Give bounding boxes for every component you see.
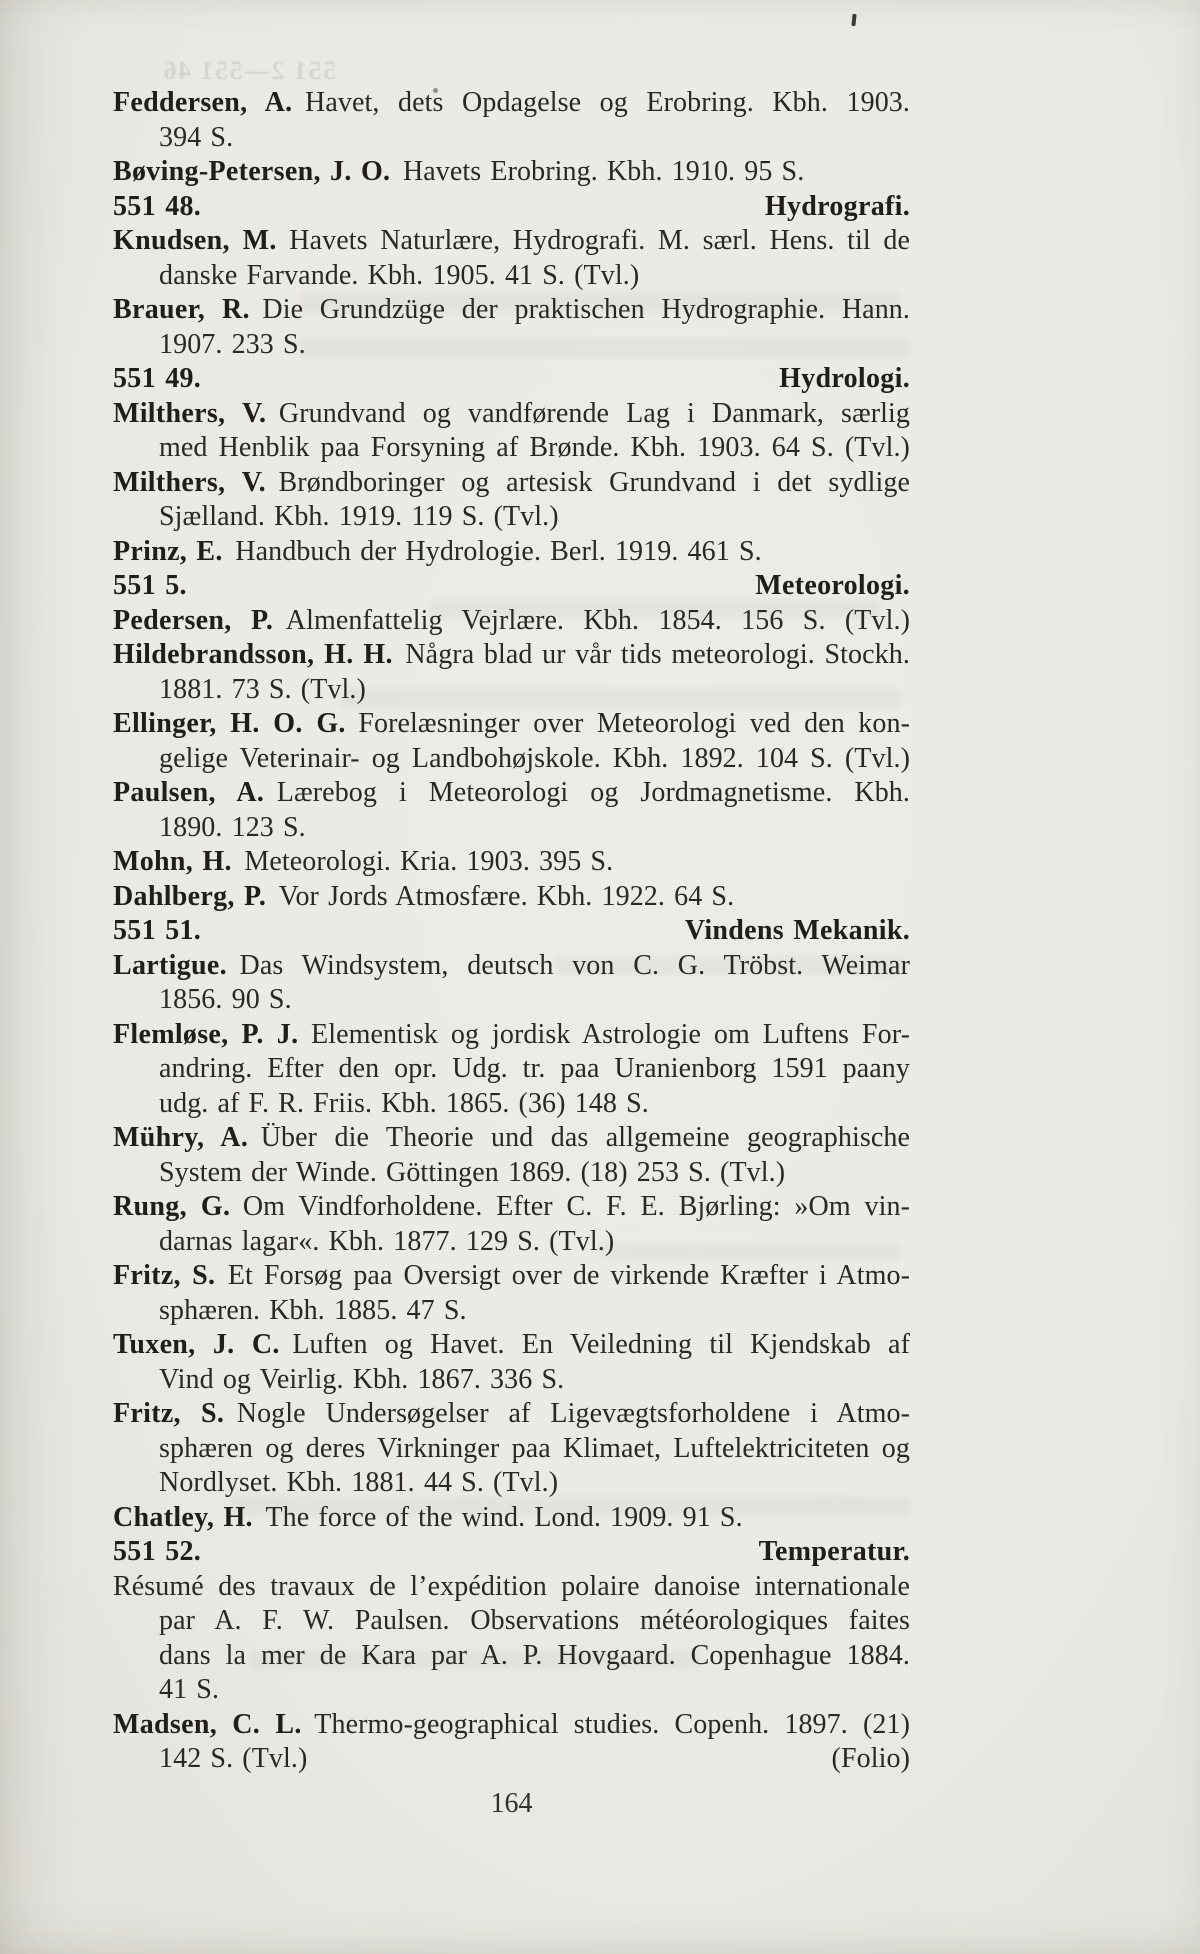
category-heading: Temperatur. (758, 1536, 910, 1567)
category-number: 551 52. (113, 1536, 202, 1567)
entry-text: Havets Naturlære, Hydrografi. M. særl. Hens. til de (289, 225, 911, 256)
entry-text: Sjælland. Kbh. 1919. 119 S. (Tvl.) (159, 501, 559, 532)
category-row (113, 569, 910, 604)
entry-text: Luften og Havet. En Veiledning til Kjendskab af (292, 1329, 910, 1360)
entry-text: 1856. 90 S. (159, 984, 292, 1015)
entry-text: par A. F. W. Paulsen. Observations météorologiques faites (159, 1605, 910, 1636)
entry-text: Några blad ur vår tids meteorologi. Stockh. (405, 639, 910, 670)
catalog-entry (113, 1259, 910, 1328)
entry-text: Om Vindforholdene. Efter C. F. E. Bjørling: »Om vin- (242, 1191, 910, 1222)
catalog-entry (113, 293, 910, 362)
folio-note: (Folio) (831, 1743, 910, 1774)
entry-author: Pedersen, P. (113, 604, 274, 636)
category-number: 551 51. (113, 915, 202, 946)
entry-author: Fritz, S. (113, 1260, 216, 1291)
entry-text: The force of the wind. Lond. 1909. 91 S. (265, 1501, 743, 1533)
entry-text: darnas lagar«. Kbh. 1877. 129 S. (Tvl.) (159, 1225, 615, 1257)
entry-text: Vor Jords Atmosfære. Kbh. 1922. 64 S. (278, 880, 735, 912)
entry-text: Meteorologi. Kria. 1903. 395 S. (244, 846, 614, 877)
entry-author: Ellinger, H. O. G. (113, 708, 346, 739)
catalog-entry (113, 397, 910, 466)
entry-text: Elementisk og jordisk Astrologie om Luftens For- (310, 1018, 910, 1050)
entry-text: Résumé des travaux de l’expédition polaire danoise internationale (113, 1570, 910, 1602)
entry-text: 41 S. (159, 1674, 220, 1705)
entry-text: 394 S. (159, 121, 234, 153)
entry-author: Madsen, C. L. (113, 1708, 302, 1740)
category-number: 551 5. (113, 570, 187, 601)
entry-author: Milthers, V. (113, 397, 267, 429)
catalog-entry (113, 224, 910, 293)
entry-text: Et Forsøg paa Oversigt over de virkende Kræfter i Atmo- (227, 1260, 910, 1291)
entry-text: Grundvand og vandførende Lag i Danmark, særlig (278, 397, 911, 429)
catalog-entry (113, 1397, 910, 1501)
entry-author: Paulsen, A. (113, 777, 265, 808)
entry-author: Milthers, V. (113, 466, 266, 498)
entry-author: Prinz, E. (113, 535, 223, 567)
entry-text: Vind og Veirlig. Kbh. 1867. 336 S. (159, 1363, 565, 1395)
catalog-entry (113, 1190, 910, 1259)
catalog-entry (113, 1121, 910, 1190)
page-number: 164 (490, 1788, 533, 1819)
catalog-entry (113, 155, 910, 190)
category-heading: Hydrografi. (764, 190, 910, 222)
catalog-entry (113, 949, 910, 1018)
catalog-entry (113, 1570, 910, 1708)
entry-author: Rung, G. (113, 1191, 231, 1222)
catalog-entry (113, 1328, 910, 1397)
entry-author: Mühry, A. (113, 1122, 249, 1153)
category-heading: Vindens Mekanik. (684, 915, 910, 946)
entry-text: Havets Erobring. Kbh. 1910. 95 S. (402, 156, 805, 187)
entry-text: Handbuch der Hydrologie. Berl. 1919. 461 S. (235, 535, 762, 567)
category-row (113, 914, 910, 949)
entry-text: Brøndboringer og artesisk Grundvand i det sydlige (278, 466, 910, 498)
catalog-entry (113, 638, 910, 707)
entry-author: Chatley, H. (113, 1501, 253, 1533)
category-heading: Hydrologi. (779, 363, 910, 394)
entry-text: udg. af F. R. Friis. Kbh. 1865. (36) 148 S. (159, 1087, 649, 1119)
entry-text: Almenfattelig Vejrlære. Kbh. 1854. 156 S. (Tvl.) (285, 604, 910, 636)
entry-author: Hildebrandsson, H. H. (113, 639, 393, 670)
entry-author: Feddersen, A. (113, 87, 293, 118)
entry-text: danske Farvande. Kbh. 1905. 41 S. (Tvl.) (159, 259, 640, 291)
entry-text: Lærebog i Meteorologi og Jordmagnetisme. Kbh. (276, 777, 911, 808)
category-row (113, 190, 910, 225)
catalog-entry (113, 1018, 910, 1122)
catalog-entry (113, 1501, 910, 1536)
entry-author: Tuxen, J. C. (113, 1329, 280, 1360)
entry-text: sphæren. Kbh. 1885. 47 S. (159, 1294, 467, 1326)
category-number: 551 49. (113, 363, 202, 394)
entry-text: Die Grundzüge der praktischen Hydrographie. Hann. (262, 294, 910, 325)
entry-text: 142 S. (Tvl.) (159, 1743, 308, 1774)
entry-text: System der Winde. Göttingen 1869. (18) 253 S. (Tvl.) (159, 1156, 786, 1188)
entry-author: Bøving-Petersen, J. O. (113, 156, 391, 187)
entry-text: Nordlyset. Kbh. 1881. 44 S. (Tvl.) (159, 1467, 559, 1498)
entry-author: Dahlberg, P. (113, 880, 267, 912)
entry-text: andring. Efter den opr. Udg. tr. paa Uranienborg 1591 paany (159, 1053, 910, 1084)
catalog-entry (113, 1708, 910, 1777)
category-heading: Meteorologi. (755, 570, 910, 601)
entry-text: dans la mer de Kara par A. P. Hovgaard. Copenhague 1884. (159, 1639, 910, 1671)
entry-text: 1881. 73 S. (Tvl.) (159, 673, 366, 705)
catalog-entry (113, 86, 910, 155)
category-row (113, 1535, 910, 1570)
catalog-entry (113, 535, 910, 570)
category-number: 551 48. (113, 190, 202, 222)
entry-text: Nogle Undersøgelser af Ligevægtsforholdene i Atmo- (236, 1398, 910, 1429)
entry-text: 1907. 233 S. (159, 328, 306, 360)
entry-text: gelige Veterinair- og Landbohøjskole. Kbh. 1892. 104 S. (Tvl.) (159, 742, 910, 774)
entry-text: Havet, dets Opdagelse og Erobring. Kbh. 1903. (305, 87, 910, 118)
bleedthrough-text: 551 2—551 46 (162, 56, 336, 85)
catalog-entry (113, 466, 910, 535)
entry-text: Thermo-geographical studies. Copenh. 1897. (21) (314, 1708, 910, 1740)
entry-text: med Henblik paa Forsyning af Brønde. Kbh. 1903. 64 S. (Tvl.) (159, 432, 910, 463)
entry-author: Brauer, R. (113, 294, 250, 325)
entry-text: Das Windsystem, deutsch von C. G. Tröbst. Weimar (239, 949, 910, 981)
category-row (113, 362, 910, 397)
entry-text: Über die Theorie und das allgemeine geographische (260, 1122, 911, 1153)
catalog-entry (113, 604, 910, 639)
entry-author: Flemløse, P. J. (113, 1018, 299, 1050)
catalog-entry (113, 880, 910, 915)
catalog-entry (113, 845, 910, 880)
entry-text: 1890. 123 S. (159, 811, 306, 843)
scan-speck (851, 14, 856, 26)
entry-author: Mohn, H. (113, 846, 232, 877)
entry-author: Knudsen, M. (113, 225, 277, 256)
entry-author: Lartigue. (113, 949, 227, 981)
catalog-entry (113, 707, 910, 776)
catalog-text-block (113, 86, 910, 1777)
entry-author: Fritz, S. (113, 1398, 225, 1429)
entry-text: sphæren og deres Virkninger paa Klimaet, Luftelektriciteten og (159, 1432, 910, 1464)
catalog-entry (113, 776, 910, 845)
entry-text: Forelæsninger over Meteorologi ved den kon- (358, 708, 911, 739)
